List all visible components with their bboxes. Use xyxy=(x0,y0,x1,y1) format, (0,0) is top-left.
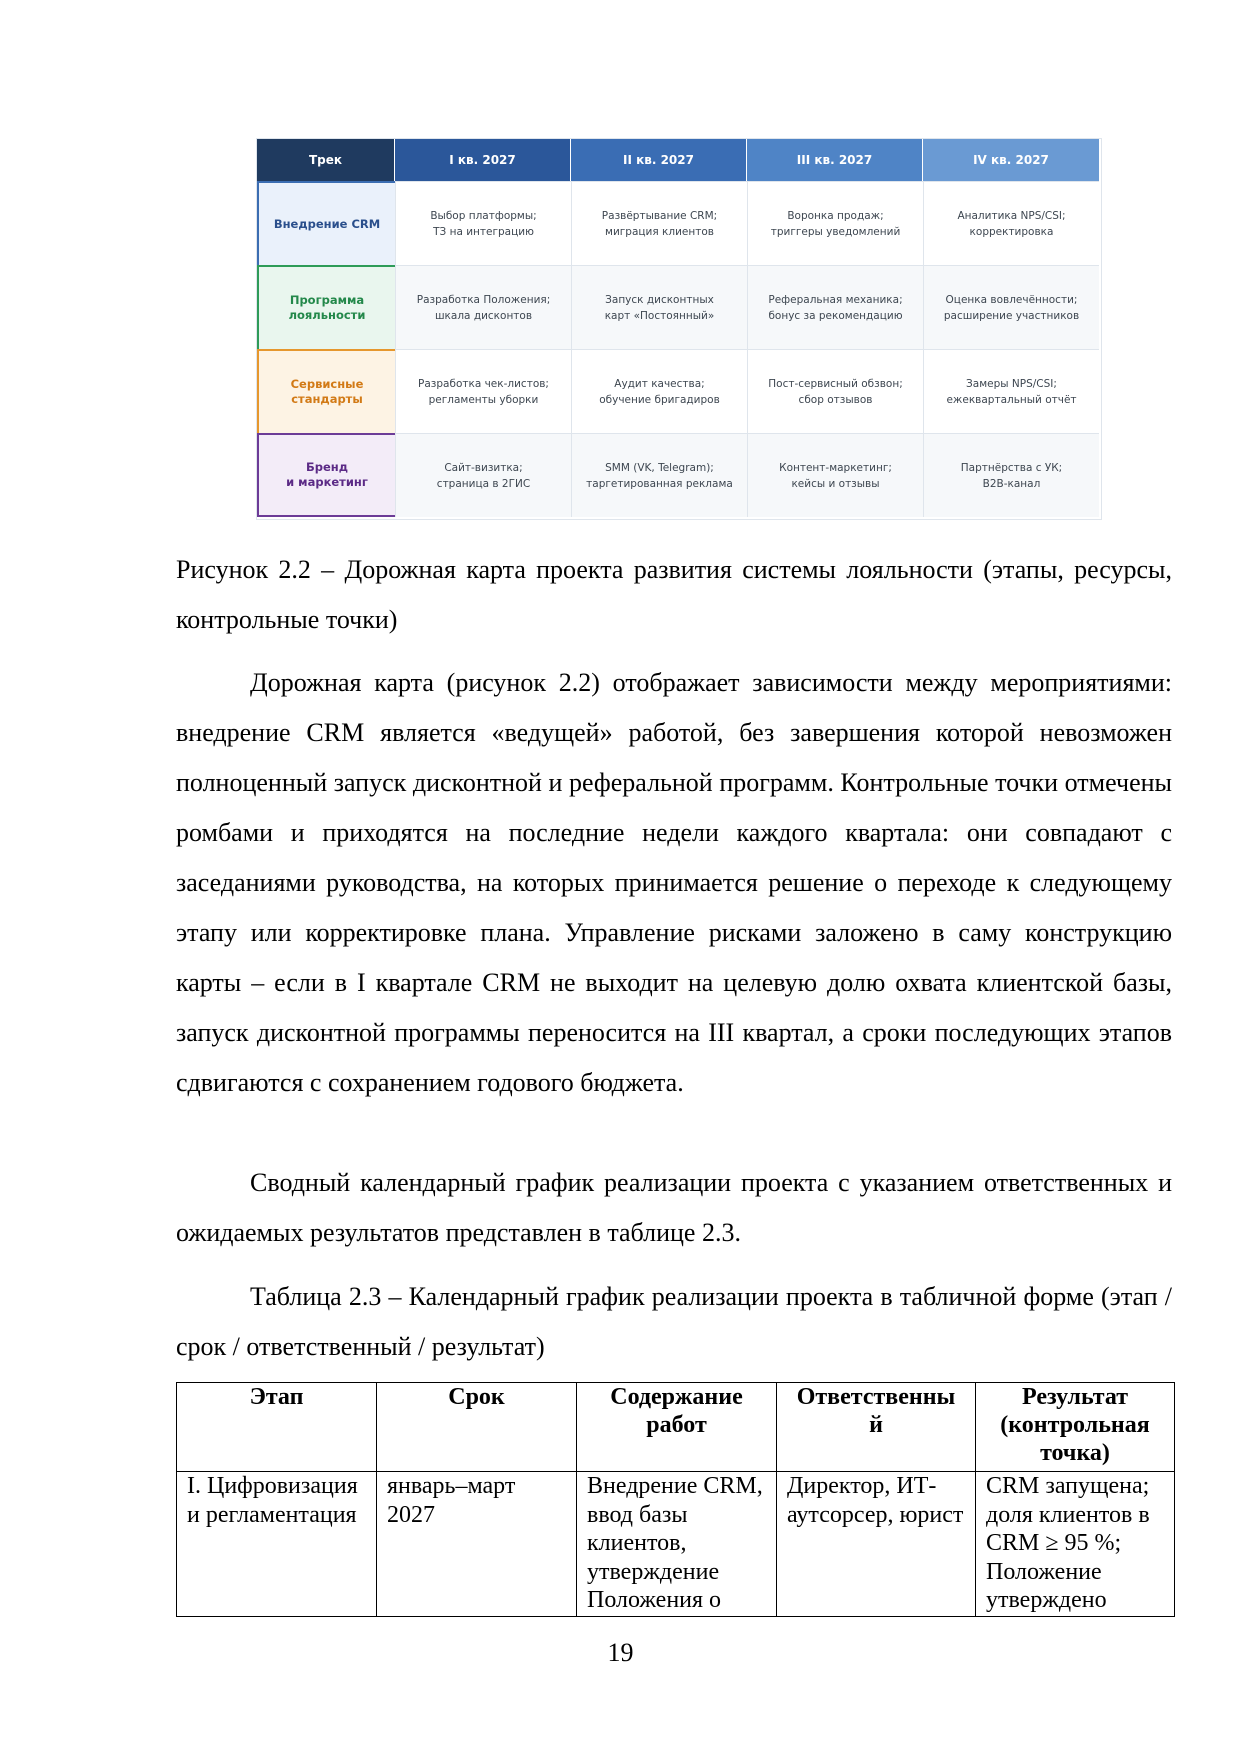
header-q4: IV кв. 2027 xyxy=(923,139,1099,181)
cell-stage: I. Цифровизация и регламентация xyxy=(177,1472,377,1617)
body-paragraph-2: Сводный календарный график реализации проекта с указанием ответственных и ожидаемых результатов представлен в таблице 2.3. xyxy=(176,1168,1172,1247)
cell-crm-q1: Выбор платформы; ТЗ на интеграцию xyxy=(395,181,571,265)
table-caption: Таблица 2.3 – Календарный график реализации проекта в табличной форме (этап / срок / ответственный / результат) xyxy=(176,1282,1172,1361)
cell-service-q3: Пост-сервисный обзвон; сбор отзывов xyxy=(747,349,923,433)
cell-content: Внедрение CRM, ввод базы клиентов, утверждение Положения о xyxy=(577,1472,777,1617)
cell-brand-q4: Партнёрства с УК; B2B-канал xyxy=(923,433,1099,517)
roadmap-figure xyxy=(256,138,1102,520)
roadmap-grid xyxy=(256,138,1102,520)
cell-result: CRM запущена; доля клиентов в CRM ≥ 95 %; Положение утверждено xyxy=(976,1472,1175,1617)
col-header-content: Содержание работ xyxy=(577,1383,777,1472)
track-crm: Внедрение CRM xyxy=(257,181,395,265)
cell-loyalty-q1: Разработка Положения; шкала дисконтов xyxy=(395,265,571,349)
col-header-responsible: Ответственны й xyxy=(777,1383,976,1472)
header-q3: III кв. 2027 xyxy=(747,139,923,181)
cell-brand-q1: Сайт-визитка; страница в 2ГИС xyxy=(395,433,571,517)
header-track: Трек xyxy=(257,139,395,181)
cell-service-q1: Разработка чек-листов; регламенты уборки xyxy=(395,349,571,433)
header-q1: I кв. 2027 xyxy=(395,139,571,181)
cell-service-q4: Замеры NPS/CSI; ежеквартальный отчёт xyxy=(923,349,1099,433)
col-header-period: Срок xyxy=(377,1383,577,1472)
page-number: 19 xyxy=(607,1638,634,1667)
cell-brand-q2: SMM (VK, Telegram); таргетированная реклама xyxy=(571,433,747,517)
cell-service-q2: Аудит качества; обучение бригадиров xyxy=(571,349,747,433)
cell-crm-q4: Аналитика NPS/CSI; корректировка xyxy=(923,181,1099,265)
cell-crm-q2: Развёртывание CRM; миграция клиентов xyxy=(571,181,747,265)
cell-period: январь–март 2027 xyxy=(377,1472,577,1617)
figure-caption: Рисунок 2.2 – Дорожная карта проекта развития системы лояльности (этапы, ресурсы, контрольные точки) xyxy=(176,555,1172,634)
cell-loyalty-q4: Оценка вовлечённости; расширение участников xyxy=(923,265,1099,349)
header-q2: II кв. 2027 xyxy=(571,139,747,181)
schedule-table xyxy=(176,1382,1175,1617)
col-header-stage: Этап xyxy=(177,1383,377,1472)
cell-crm-q3: Воронка продаж; триггеры уведомлений xyxy=(747,181,923,265)
table-header-row xyxy=(177,1383,1175,1472)
track-loyalty: Программа лояльности xyxy=(257,265,395,349)
table-row xyxy=(177,1472,1175,1617)
cell-loyalty-q3: Реферальная механика; бонус за рекомендацию xyxy=(747,265,923,349)
body-paragraph-1: Дорожная карта (рисунок 2.2) отображает зависимости между мероприятиями: внедрение CRM является «ведущей» работой, без завершения которой невозможен полноценный запуск дисконтной и реферальной программ. Контрольные точки отмечены ромбами и приходятся на последние недели каждого квартала: они совпадают с заседаниями руководства, на которых принимается решение о переходе к следующему этапу или корректировке плана. Управление рисками заложено в саму конструкцию карты – если в I квартале CRM не выходит на целевую долю охвата клиентской базы, запуск дисконтной программы переносится на III квартал, а сроки последующих этапов сдвигаются с сохранением годового бюджета. xyxy=(176,668,1172,1097)
cell-brand-q3: Контент-маркетинг; кейсы и отзывы xyxy=(747,433,923,517)
track-brand: Бренд и маркетинг xyxy=(257,433,395,517)
col-header-result: Результат (контрольная точка) xyxy=(976,1383,1175,1472)
cell-loyalty-q2: Запуск дисконтных карт «Постоянный» xyxy=(571,265,747,349)
cell-responsible: Директор, ИТ-аутсорсер, юрист xyxy=(777,1472,976,1617)
track-service: Сервисные стандарты xyxy=(257,349,395,433)
